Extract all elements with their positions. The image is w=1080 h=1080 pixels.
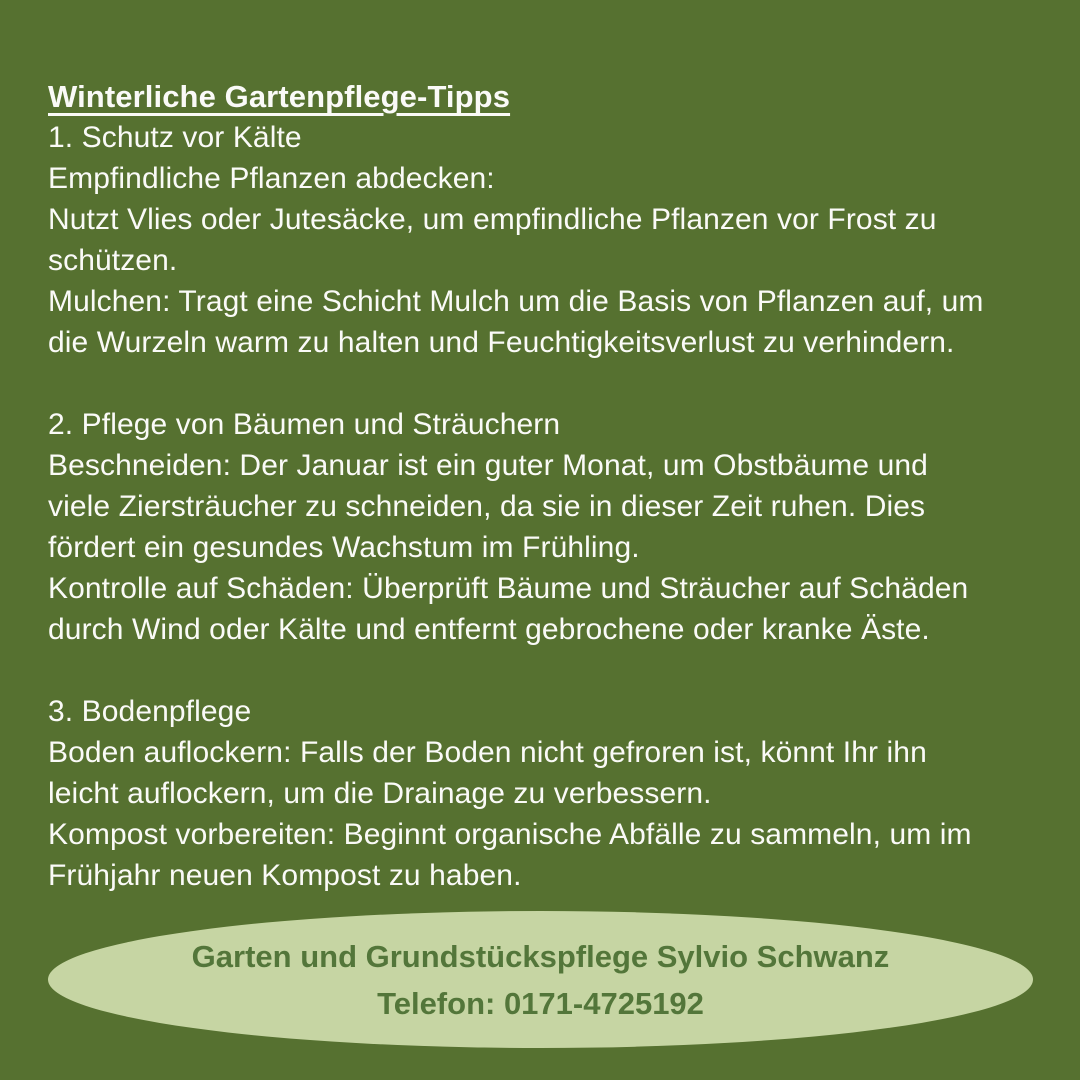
section-heading: 1. Schutz vor Kälte [48, 121, 302, 154]
text-line: Mulchen: Tragt eine Schicht Mulch um die Basis von Pflanzen auf, um [48, 285, 984, 318]
contact-badge [48, 911, 1033, 1048]
phone-number: Telefon: 0171-4725192 [377, 985, 704, 1021]
text-line: Kontrolle auf Schäden: Überprüft Bäume und Sträucher auf Schäden [48, 572, 969, 605]
text-line: viele Ziersträucher zu schneiden, da sie in dieser Zeit ruhen. Dies [48, 490, 926, 523]
text-line: Nutzt Vlies oder Jutesäcke, um empfindliche Pflanzen vor Frost zu [48, 203, 937, 236]
text-line: die Wurzeln warm zu halten und Feuchtigkeitsverlust zu verhindern. [48, 326, 955, 359]
page-title: Winterliche Gartenpflege-Tipps [48, 79, 511, 114]
text-line: durch Wind oder Kälte und entfernt gebrochene oder kranke Äste. [48, 613, 930, 646]
section-heading: 2. Pflege von Bäumen und Sträuchern [48, 408, 561, 441]
section-soil-care [48, 691, 1044, 896]
text-line: Beschneiden: Der Januar ist ein guter Monat, um Obstbäume und [48, 449, 928, 482]
text-line: Empfindliche Pflanzen abdecken: [48, 162, 495, 195]
company-name: Garten und Grundstückspflege Sylvio Schwanz [191, 938, 890, 974]
text-line: Frühjahr neuen Kompost zu haben. [48, 859, 522, 892]
tips-text-block [48, 76, 1044, 896]
text-line: schützen. [48, 244, 178, 277]
text-line: Kompost vorbereiten: Beginnt organische Abfälle zu sammeln, um im [48, 818, 972, 851]
section-heading: 3. Bodenpflege [48, 695, 252, 728]
text-line: Boden auflockern: Falls der Boden nicht gefroren ist, könnt Ihr ihn [48, 736, 927, 769]
section-cold-protection [48, 117, 1044, 363]
section-trees-shrubs [48, 404, 1044, 650]
text-line: leicht auflockern, um die Drainage zu verbessern. [48, 777, 712, 810]
text-line: fördert ein gesundes Wachstum im Frühling. [48, 531, 640, 564]
